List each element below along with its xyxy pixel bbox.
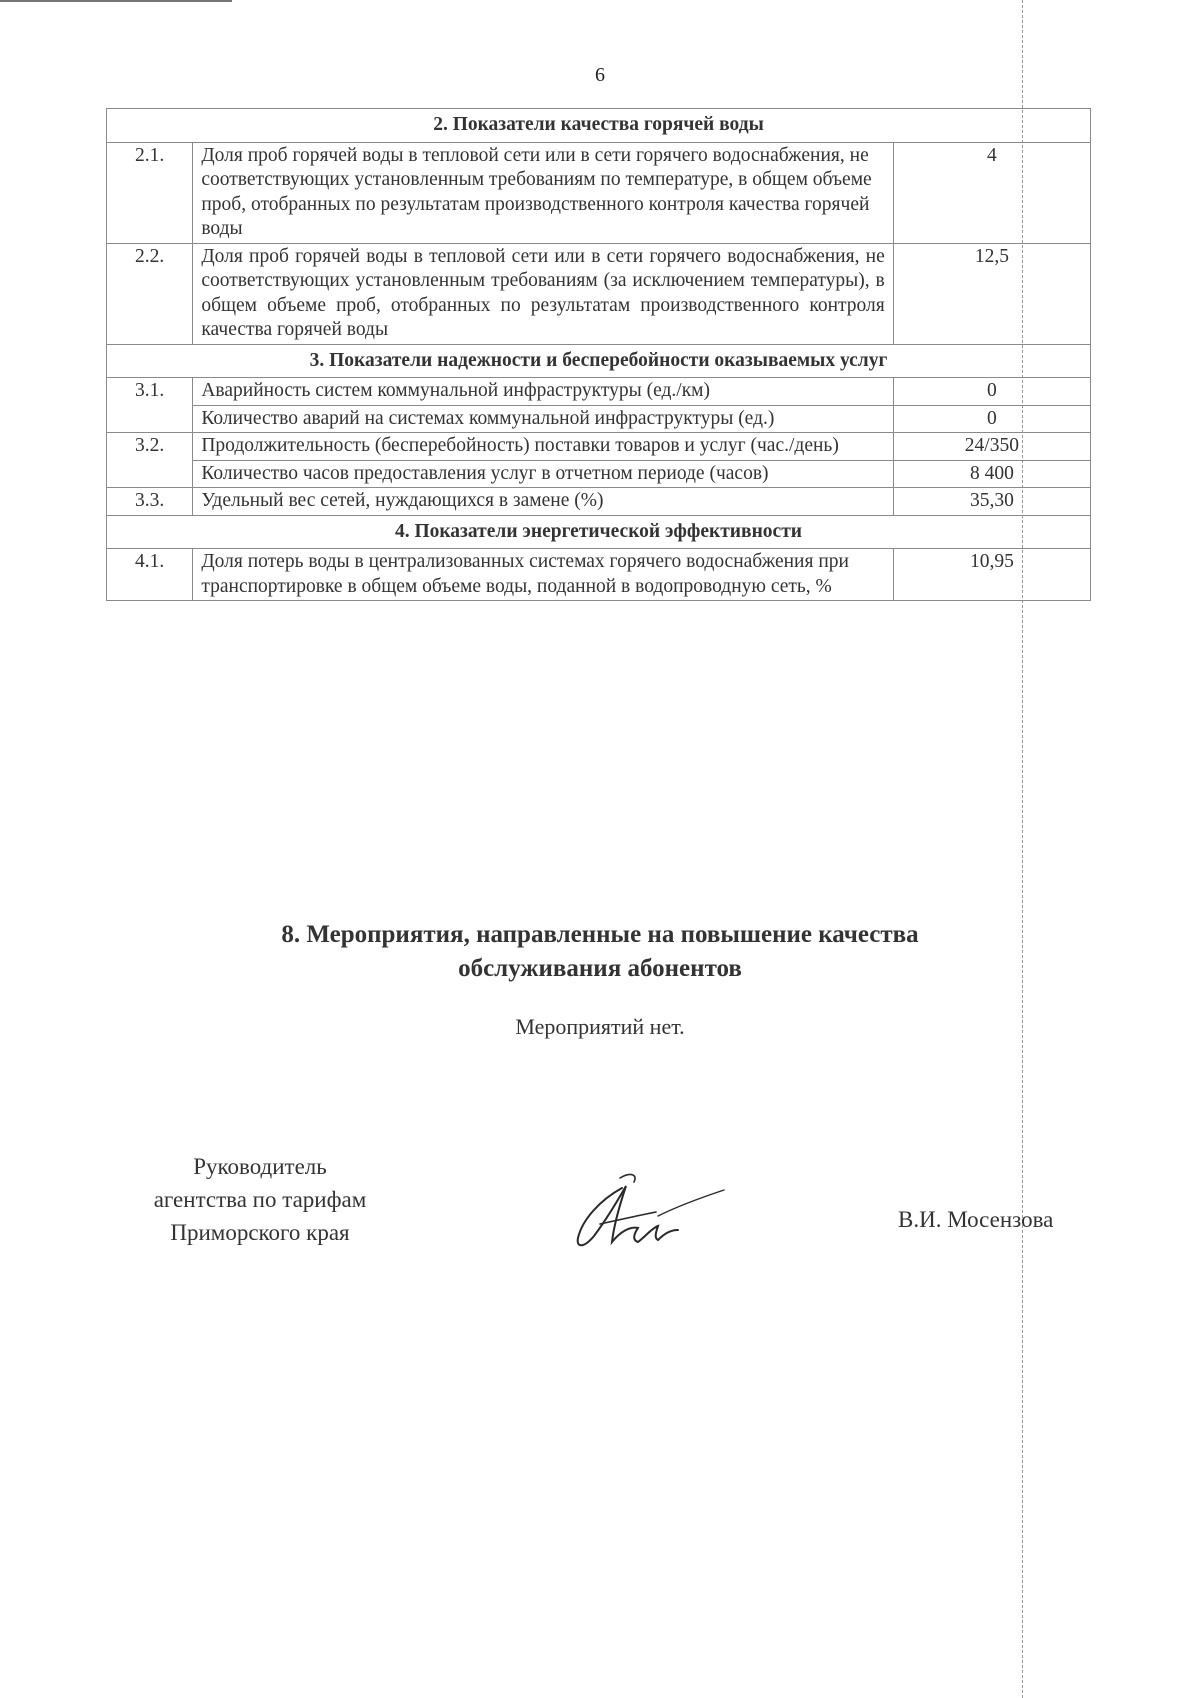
handwritten-signature bbox=[560, 1170, 730, 1260]
row-number: 2.1. bbox=[107, 142, 193, 243]
table-row bbox=[107, 488, 1091, 516]
row-description: Удельный вес сетей, нуждающихся в замене (%) bbox=[193, 488, 893, 516]
row-number: 4.1. bbox=[107, 549, 193, 601]
section-row bbox=[107, 515, 1091, 549]
row-value: 24/350 bbox=[893, 433, 1090, 461]
table-row bbox=[107, 243, 1091, 344]
row-value: 4 bbox=[893, 142, 1090, 243]
row-description: Доля потерь воды в централизованных системах горячего водоснабжения при транспортировке в общем объеме воды, поданной в водопроводную сеть, % bbox=[193, 549, 893, 601]
section-heading bbox=[0, 918, 1200, 986]
heading-line: обслуживания абонентов bbox=[458, 955, 742, 982]
subrow-value: 0 bbox=[893, 405, 1090, 433]
section-row bbox=[107, 109, 1091, 143]
row-number: 3.1. bbox=[107, 378, 193, 433]
table-row bbox=[107, 433, 1091, 461]
signatory-line: Руководитель bbox=[193, 1154, 327, 1179]
signatory-name: В.И. Мосензова bbox=[898, 1207, 1054, 1232]
row-description: Доля проб горячей воды в тепловой сети или в сети горячего водоснабжения, не соответствующих установленным требованиям (за исключением температуры), в общем объеме проб, отобранных по результатам производственного контроля качества горячей воды bbox=[193, 243, 893, 344]
note-text: Мероприятий нет. bbox=[515, 1014, 685, 1039]
heading-line: 8. Мероприятия, направленные на повышение качества bbox=[281, 921, 919, 948]
row-value: 35,30 bbox=[893, 488, 1090, 516]
row-value: 0 bbox=[893, 378, 1090, 406]
table-subrow bbox=[107, 405, 1091, 433]
row-value: 12,5 bbox=[893, 243, 1090, 344]
row-value: 10,95 bbox=[893, 549, 1090, 601]
subrow-description: Количество часов предоставления услуг в отчетном периоде (часов) bbox=[193, 460, 893, 488]
subrow-description: Количество аварий на системах коммунальной инфраструктуры (ед.) bbox=[193, 405, 893, 433]
section-title: 4. Показатели энергетической эффективности bbox=[107, 515, 1091, 549]
row-description: Доля проб горячей воды в тепловой сети или в сети горячего водоснабжения, не соответствующих установленным требованиям по температуре, в общем объеме проб, отобранных по результатам производственного контроля качества горячей воды bbox=[193, 142, 893, 243]
row-number: 3.2. bbox=[107, 433, 193, 488]
subrow-value: 8 400 bbox=[893, 460, 1090, 488]
indicators-table bbox=[106, 108, 1091, 601]
scan-edge-top bbox=[0, 0, 232, 2]
section-title: 2. Показатели качества горячей воды bbox=[107, 109, 1091, 143]
signatory-title bbox=[110, 1150, 410, 1249]
row-description: Продолжительность (бесперебойность) поставки товаров и услуг (час./день) bbox=[193, 433, 893, 461]
table-row bbox=[107, 142, 1091, 243]
section-title: 3. Показатели надежности и бесперебойности оказываемых услуг bbox=[107, 344, 1091, 378]
table-row bbox=[107, 549, 1091, 601]
row-number: 3.3. bbox=[107, 488, 193, 516]
row-number: 2.2. bbox=[107, 243, 193, 344]
section-row bbox=[107, 344, 1091, 378]
page-number: 6 bbox=[595, 64, 605, 86]
table-subrow bbox=[107, 460, 1091, 488]
signatory-line: Приморского края bbox=[170, 1220, 350, 1245]
row-description: Аварийность систем коммунальной инфраструктуры (ед./км) bbox=[193, 378, 893, 406]
signatory-line: агентства по тарифам bbox=[153, 1187, 367, 1212]
table-row bbox=[107, 378, 1091, 406]
